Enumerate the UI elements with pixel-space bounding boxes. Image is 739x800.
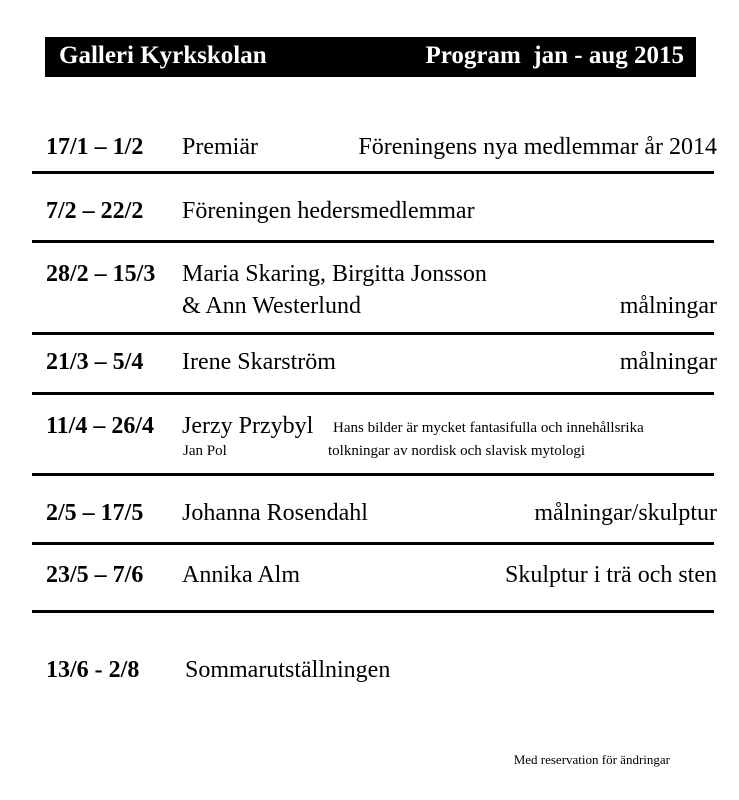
- disclaimer: Med reservation för ändringar: [513, 752, 670, 767]
- event-name: Annika Alm: [182, 562, 300, 588]
- event-date: 11/4 – 26/4: [46, 413, 155, 439]
- event-note-line2: tolkningar av nordisk och slavisk mytologi: [328, 443, 586, 459]
- event-date: 21/3 – 5/4: [46, 349, 144, 375]
- divider: [32, 473, 714, 476]
- event-date: 2/5 – 17/5: [46, 500, 144, 526]
- divider: [32, 332, 714, 335]
- gallery-title: Galleri Kyrkskolan: [59, 42, 267, 69]
- divider: [32, 240, 714, 243]
- divider: [32, 610, 714, 613]
- event-date: 23/5 – 7/6: [46, 562, 144, 588]
- event-date: 7/2 – 22/2: [46, 198, 144, 224]
- event-date: 13/6 - 2/8: [46, 657, 140, 683]
- event-note: Skulptur i trä och sten: [505, 562, 717, 588]
- event-note: målningar: [619, 293, 717, 319]
- event-note: målningar/skulptur: [534, 500, 717, 526]
- event-name-line2: & Ann Westerlund: [182, 293, 361, 319]
- event-date: 28/2 – 15/3: [46, 261, 156, 287]
- divider: [32, 392, 714, 395]
- divider: [32, 542, 714, 545]
- event-note: målningar: [619, 349, 717, 375]
- event-name: Föreningen hedersmedlemmar: [182, 198, 475, 224]
- program-header: [45, 37, 696, 77]
- event-name-line2: Jan Pol: [183, 443, 227, 459]
- event-name: Premiär: [182, 134, 258, 160]
- event-date: 17/1 – 1/2: [46, 134, 144, 160]
- event-name: Jerzy Przybyl: [182, 413, 314, 439]
- event-name: Johanna Rosendahl: [182, 500, 368, 526]
- event-note: Hans bilder är mycket fantasifulla och innehållsrika: [333, 420, 644, 436]
- event-name: Maria Skaring, Birgitta Jonsson: [182, 261, 487, 287]
- event-note: Föreningens nya medlemmar år 2014: [358, 134, 717, 160]
- event-name: Irene Skarström: [182, 349, 336, 375]
- event-name: Sommarutställningen: [185, 657, 391, 683]
- divider: [32, 171, 714, 174]
- program-period: Program jan - aug 2015: [425, 42, 684, 69]
